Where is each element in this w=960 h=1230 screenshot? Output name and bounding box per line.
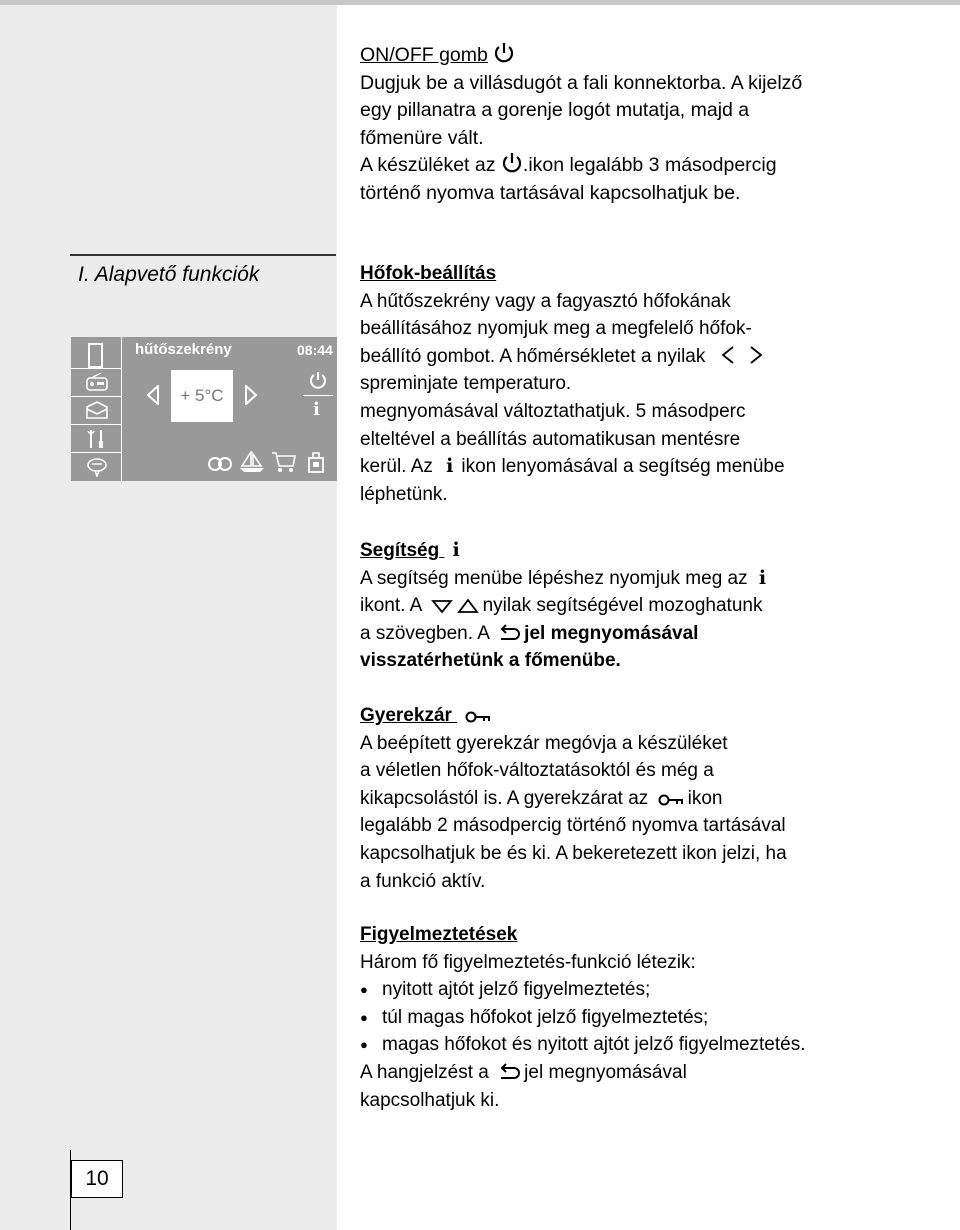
help-text: jel megnyomásával — [524, 622, 699, 644]
right-arrow-icon — [747, 345, 765, 365]
list-item: ● nyitott ajtót jelző figyelmeztetés; — [360, 976, 806, 1004]
child-lock-line: a véletlen hőfok-változtatásoktól és még a — [360, 760, 714, 782]
warnings-text: jel megnyomásával — [524, 1061, 687, 1083]
radio-icon — [71, 368, 121, 394]
warnings-text: A hangjelzést a — [360, 1061, 489, 1083]
section-title: I. Alapvető funkciók — [78, 263, 260, 286]
temperature-display: + 5°C — [171, 370, 233, 422]
panel-time: 08:44 — [297, 342, 333, 358]
help-line: visszatérhetünk a főmenübe. — [360, 650, 621, 672]
temperature-line: A hűtőszekrény vagy a fagyasztó hőfokának — [360, 290, 731, 312]
onoff-line: történő nyomva tartásával kapcsolhatjuk be. — [360, 181, 741, 204]
panel-separator — [121, 337, 122, 481]
onoff-line: főmenüre vált. — [360, 126, 484, 149]
left-arrow-icon — [146, 385, 160, 405]
temperature-line: megnyomásával változtathatjuk. 5 másodperc — [360, 400, 746, 422]
bag-icon — [307, 451, 325, 473]
info-icon: i — [452, 539, 460, 561]
temperature-line: spreminjate temperaturo. — [360, 373, 572, 395]
temperature-line: beállításához nyomjuk meg a megfelelő hőfok- — [360, 318, 752, 340]
temperature-text: kerül. Az — [360, 456, 433, 478]
tools-icon — [71, 424, 121, 450]
temperature-heading: Hőfok-beállítás — [360, 263, 497, 284]
child-lock-line: A beépített gyerekzár megóvja a készüléket — [360, 732, 728, 754]
back-icon — [498, 624, 520, 642]
help-text: a szövegben. A — [360, 622, 489, 644]
help-text: nyilak segítségével mozoghatunk — [482, 595, 763, 617]
child-lock-text: ikon — [687, 787, 723, 809]
list-item: ● magas hőfokot és nyitott ajtót jelző figyelmeztetés. — [360, 1031, 806, 1059]
temperature-line: léphetünk. — [360, 483, 448, 505]
power-icon — [493, 42, 515, 64]
onoff-section — [360, 42, 802, 207]
onoff-text: .ikon legalább 3 másodpercig — [522, 154, 777, 176]
power-icon — [501, 152, 523, 174]
list-item: ● túl magas hőfokot jelző figyelmeztetés; — [360, 1004, 806, 1032]
right-arrow-icon — [244, 385, 258, 405]
child-lock-section — [360, 702, 787, 895]
left-arrow-icon — [719, 345, 737, 365]
boat-icon — [239, 451, 265, 473]
warnings-section — [360, 921, 806, 1114]
key-icon — [658, 793, 684, 807]
onoff-heading: ON/OFF gomb — [360, 44, 488, 66]
help-text: ikont. A — [360, 595, 422, 617]
cart-icon — [271, 451, 297, 473]
chat-icon — [71, 452, 121, 481]
up-arrow-icon — [457, 598, 479, 614]
info-icon: i — [313, 399, 320, 420]
eco-icon — [207, 455, 233, 473]
temperature-text: beállító gombot. A hőmérsékletet a nyilak — [360, 345, 706, 367]
down-arrow-icon — [431, 598, 453, 614]
warnings-heading: Figyelmeztetések — [360, 924, 518, 945]
warnings-list — [360, 976, 806, 1059]
help-heading: Segítség — [360, 540, 440, 561]
temperature-text: ikon lenyomásával a segítség menübe — [461, 456, 785, 478]
warnings-line: kapcsolhatjuk ki. — [360, 1089, 500, 1111]
child-lock-heading: Gyerekzár — [360, 705, 452, 726]
help-section — [360, 537, 766, 675]
onoff-line: egy pillanatra a gorenje logót mutatja, majd a — [360, 99, 750, 121]
info-icon: i — [758, 566, 767, 589]
onoff-line: Dugjuk be a villásdugót a fali konnektorba. A kijelző — [360, 71, 803, 94]
power-icon — [309, 371, 327, 389]
key-icon — [465, 710, 491, 724]
child-lock-line: a funkció aktív. — [360, 870, 486, 892]
warnings-intro: Három fő figyelmeztetés-funkció létezik: — [360, 951, 696, 973]
child-lock-line: legalább 2 másodpercig történő nyomva tartásával — [360, 815, 786, 837]
back-icon — [498, 1063, 520, 1081]
left-margin-column — [0, 5, 337, 1230]
child-lock-line: kapcsolhatjuk be és ki. A bekeretezett ikon jelzi, ha — [360, 842, 787, 864]
panel-label: hűtőszekrény — [135, 341, 232, 358]
temperature-line: elteltével a beállítás automatikusan mentésre — [360, 428, 741, 450]
page-number: 10 — [71, 1160, 123, 1198]
help-text: A segítség menübe lépéshez nyomjuk meg az — [360, 567, 748, 589]
info-icon: i — [446, 455, 454, 478]
temperature-section — [360, 260, 785, 508]
onoff-text: A készüléket az — [360, 154, 496, 176]
section-rule — [70, 254, 336, 256]
panel-divider — [303, 395, 333, 396]
control-panel — [71, 337, 337, 481]
child-lock-text: kikapcsolástól is. A gyerekzárat az — [360, 787, 649, 809]
mail-icon — [71, 396, 121, 422]
